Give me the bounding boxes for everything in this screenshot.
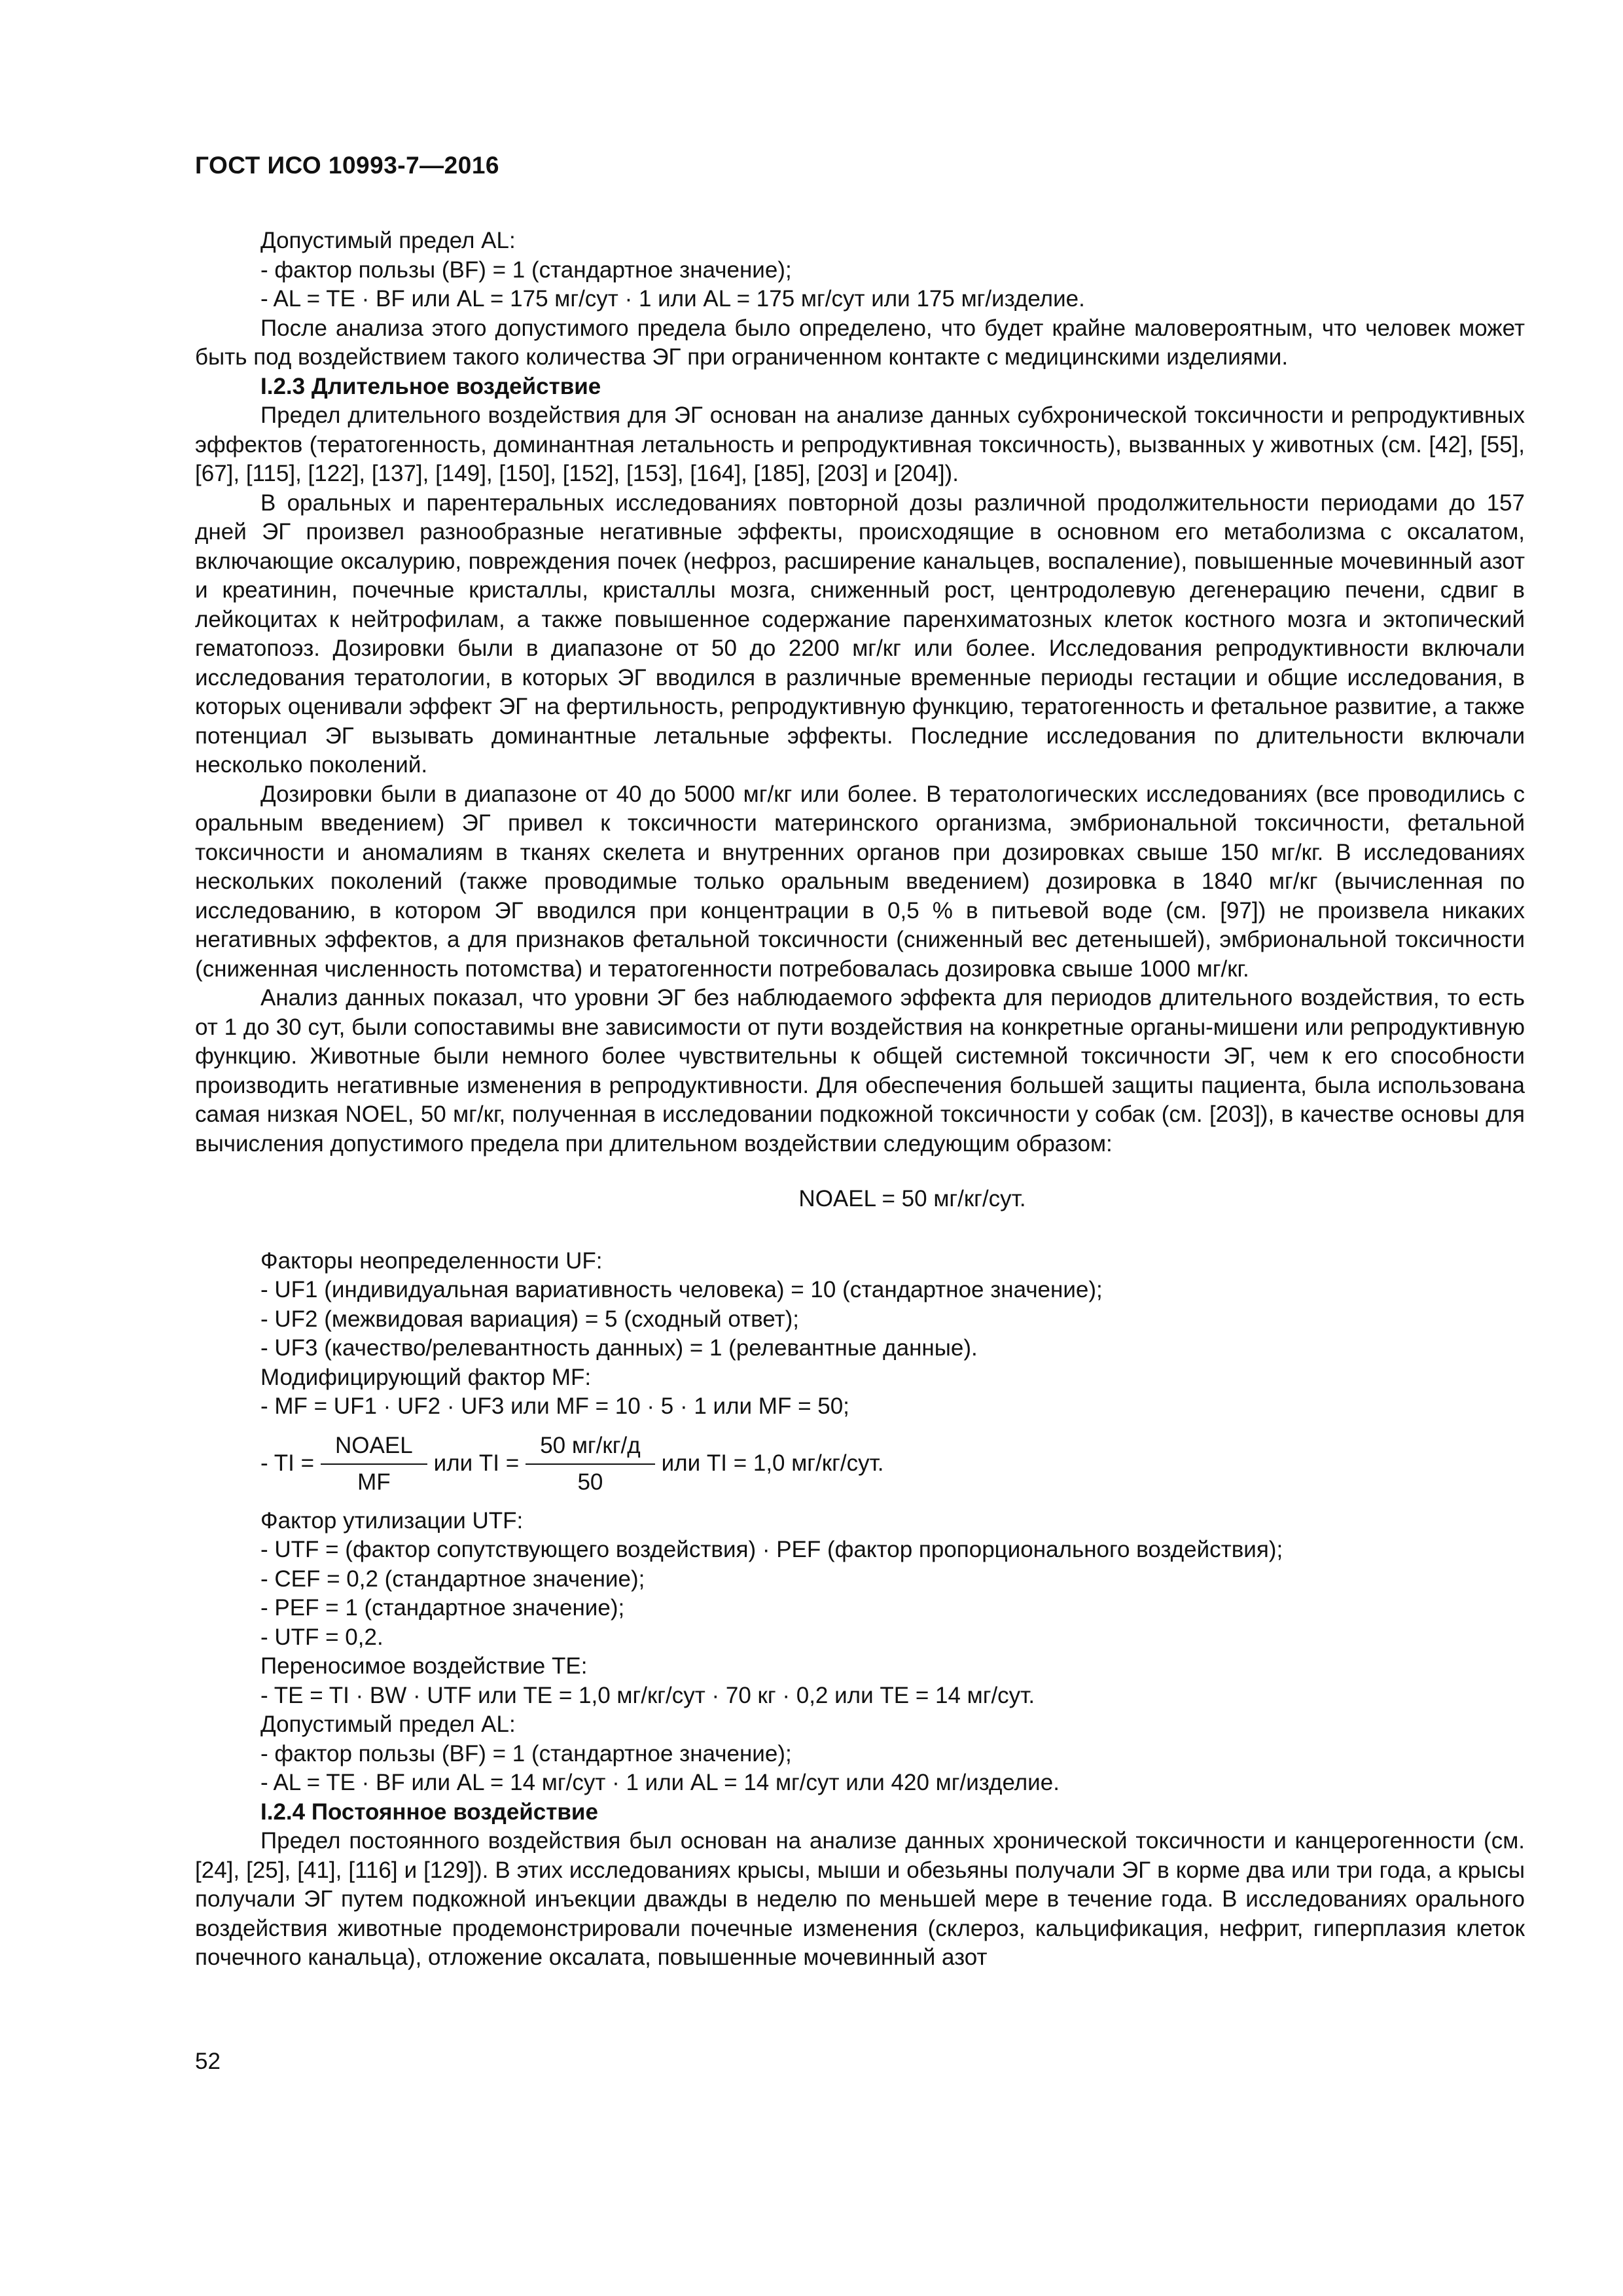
list-item: - UTF = (фактор сопутствующего воздействия) · PEF (фактор пропорционального воздействия); [260, 1537, 1283, 1562]
fraction-denominator: MF [357, 1469, 391, 1495]
equation: NOAEL = 50 мг/кг/сут. [798, 1186, 1026, 1211]
paragraph: Предел постоянного воздействия был основан на анализе данных хронической токсичности и канцерогенности (см. [24], [25], [41], [116] и [129]). В этих исследованиях крысы, мыши и обезьяны получали ЭГ в корме два или три года, а крысы получали ЭГ путем подкожной инъекции дважды в неделю по меньшей мере в течение года. В исследованиях орального воздействия животные продемонстрировали почечные изменения (склероз, кальцификация, нефрит, гиперплазия клеток почечного канальца), отложение оксалата, повышенные мочевинный азот [195, 1828, 1525, 1970]
section-heading: I.2.4 Постоянное воздействие [260, 1799, 598, 1825]
formula-suffix: или TI = 1,0 мг/кг/сут. [661, 1450, 884, 1477]
paragraph: Факторы неопределенности UF: [260, 1247, 603, 1274]
list-item: - PEF = 1 (стандартное значение); [260, 1595, 625, 1621]
paragraph: Дозировки были в диапазоне от 40 до 5000 мг/кг или более. В тератологических исследованиях (все проводились с оральным введением) ЭГ привел к токсичности материнского организма, эмбриональной токсичности, фетальной токсичности и аномалиям в тканях скелета и внутренних органов при дозировках свыше 150 мг/кг. В исследованиях нескольких поколений (также проводимые только оральным введением) дозировка в 1840 мг/кг (вычисленная по исследованию, в котором ЭГ вводился при концентрации в 0,5 % в питьевой воде (см. [97]) не произвела никаких негативных эффектов, а для признаков фетальной токсичности (сниженный вес детенышей), эмбриональной токсичности (сниженная численность потомства) и тератогенности потребовалась дозировка свыше 1000 мг/кг. [195, 781, 1525, 982]
section-heading: I.2.3 Длительное воздействие [260, 373, 601, 399]
fraction-denominator: 50 [577, 1469, 603, 1495]
paragraph: В оральных и парентеральных исследованиях повторной дозы различной продолжительности периодами до 157 дней ЭГ произвел разнообразные негативные эффекты, происходящие в основном его метаболизма с оксалатом, включающие оксалурию, повреждения почек (нефроз, расширение канальцев, воспаление), повышенные мочевинный азот и креатинин, почечные кристаллы, кристаллы мозга, сниженный рост, центродолевую дегенерацию печени, сдвиг в лейкоцитах к нейтрофилам, а также повышенное содержание паренхиматозных клеток костного мозга и эктопический гематопоэз. Дозировки были в диапазоне от 50 до 2200 мг/кг или более. Исследования репродуктивности включали исследования тератологии, в которых ЭГ вводился в различные временные периоды гестации и общие исследования, в которых оценивали эффект ЭГ на фертильность, репродуктивную функцию, тератогенность и фетальное развитие, а также потенциал ЭГ вызывать доминантные летальные эффекты. Последние исследования по длительности включали несколько поколений. [195, 490, 1525, 778]
list-item: - UF1 (индивидуальная вариативность человека) = 10 (стандартное значение); [260, 1277, 1103, 1302]
list-item: - CEF = 0,2 (стандартное значение); [260, 1566, 645, 1592]
list-item: - MF = UF1 · UF2 · UF3 или MF = 10 · 5 · 1 или MF = 50; [260, 1393, 849, 1419]
formula-middle: или TI = [433, 1450, 520, 1477]
list-item: - UTF = 0,2. [260, 1624, 383, 1650]
paragraph: Фактор утилизации UTF: [260, 1507, 524, 1534]
paragraph: Предел длительного воздействия для ЭГ основан на анализе данных субхронической токсичности и репродуктивных эффектов (тератогенность, доминантная летальность и репродуктивная токсичность), вызванных у животных (см. [42], [55], [67], [115], [122], [137], [149], [150], [152], [153], [164], [185], [203] и [204]). [195, 403, 1525, 486]
fraction-formula [195, 1422, 1525, 1507]
paragraph: Переносимое воздействие TE: [260, 1653, 588, 1679]
paragraph: После анализа этого допустимого предела было определено, что будет крайне маловероятным, что человек может быть под воздействием такого количества ЭГ при ограниченном контакте с медицинскими изделиями. [195, 315, 1525, 370]
list-item: - фактор пользы (BF) = 1 (стандартное значение); [260, 1740, 792, 1767]
fraction [321, 1431, 427, 1498]
document-body [195, 226, 1525, 1973]
list-item: - UF2 (межвидовая вариация) = 5 (сходный ответ); [260, 1306, 800, 1332]
paragraph: Модифицирующий фактор MF: [260, 1364, 592, 1390]
fraction-numerator: 50 мг/кг/д [526, 1431, 654, 1465]
paragraph: Допустимый предел AL: [260, 1712, 516, 1737]
list-item: - фактор пользы (BF) = 1 (стандартное значение); [260, 257, 792, 283]
document-header: ГОСТ ИСО 10993-7—2016 [195, 152, 499, 179]
paragraph: Допустимый предел AL: [260, 228, 516, 253]
fraction-numerator: NOAEL [321, 1431, 427, 1465]
paragraph: Анализ данных показал, что уровни ЭГ без наблюдаемого эффекта для периодов длительного воздействия, то есть от 1 до 30 сут, были сопоставимы вне зависимости от пути воздействия на конкретные органы-мишени или репродуктивную функцию. Животные были немного более чувствительны к общей системной токсичности ЭГ, чем к его способности производить негативные изменения в репродуктивности. Для обеспечения большей защиты пациента, была использована самая низкая NOEL, 50 мг/кг, полученная в исследовании подкожной токсичности у собак (см. [203]), в качестве основы для вычисления допустимого предела при длительном воздействии следующим образом: [195, 985, 1525, 1157]
list-item: - AL = TE · BF или AL = 14 мг/сут · 1 или AL = 14 мг/сут или 420 мг/изделие. [260, 1770, 1060, 1795]
list-item: - TE = TI · BW · UTF или TE = 1,0 мг/кг/сут · 70 кг · 0,2 или TE = 14 мг/сут. [260, 1682, 1035, 1708]
page-number: 52 [195, 2049, 221, 2074]
list-item: - AL = TE · BF или AL = 175 мг/сут · 1 или AL = 175 мг/сут или 175 мг/изделие. [260, 286, 1085, 312]
formula-prefix: - TI = [260, 1450, 315, 1477]
fraction [526, 1431, 654, 1498]
document-page [195, 0, 1525, 2296]
list-item: - UF3 (качество/релевантность данных) = 1 (релевантные данные). [260, 1335, 978, 1361]
